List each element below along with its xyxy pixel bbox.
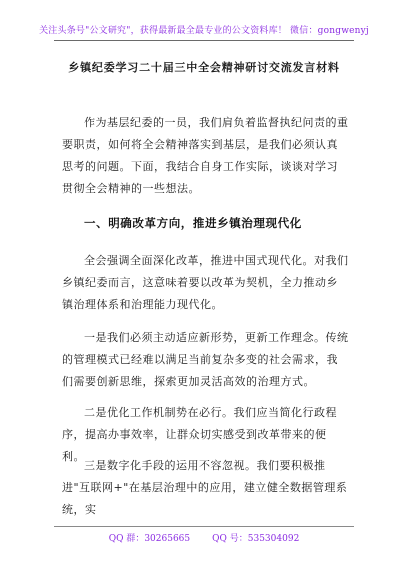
paragraph-2: 全会强调全面深化改革，推进中国式现代化。对我们乡镇纪委而言，这意味着要以改革为契机，全力推动乡镇治理体系和治理能力现代化。 <box>62 254 349 311</box>
document-title: 乡镇纪委学习二十届三中全会精神研讨交流发言材料 <box>68 61 340 74</box>
paragraph-intro: 作为基层纪委的一员，我们肩负着监督执纪问责的重要职责，如何将全会精神落实到基层，是我们必须认真思考的问题。下面，我结合自身工作实际，谈谈对学习贯彻全会精神的一些想法。 <box>62 116 349 195</box>
footer <box>0 531 408 544</box>
header-divider <box>54 40 354 41</box>
header-note: 关注头条号"公文研究"，获得最新最全最专业的公文资料库！ 微信：gongwenyj <box>39 26 369 36</box>
footer-qq: QQ 号：535304092 <box>212 534 300 544</box>
footer-divider <box>54 526 354 527</box>
section-heading-1: 一、明确改革方向，推进乡镇治理现代化 <box>84 216 302 230</box>
paragraph-4: 二是优化工作机制势在必行。我们应当简化行政程序，提高办事效率，让群众切实感受到改革带来的便利。 <box>62 406 337 463</box>
paragraph-5: 三是数字化手段的运用不容忽视。我们要积极推进"互联网+"在基层治理中的应用，建立健全数据管理系统，实 <box>62 459 348 516</box>
footer-qq-group: QQ 群：30265665 <box>108 534 191 544</box>
paragraph-3: 一是我们必须主动适应新形势，更新工作理念。传统的管理模式已经难以满足当前复杂多变的社会需求，我们需要创新思维，探索更加灵活高效的治理方式。 <box>62 331 349 388</box>
